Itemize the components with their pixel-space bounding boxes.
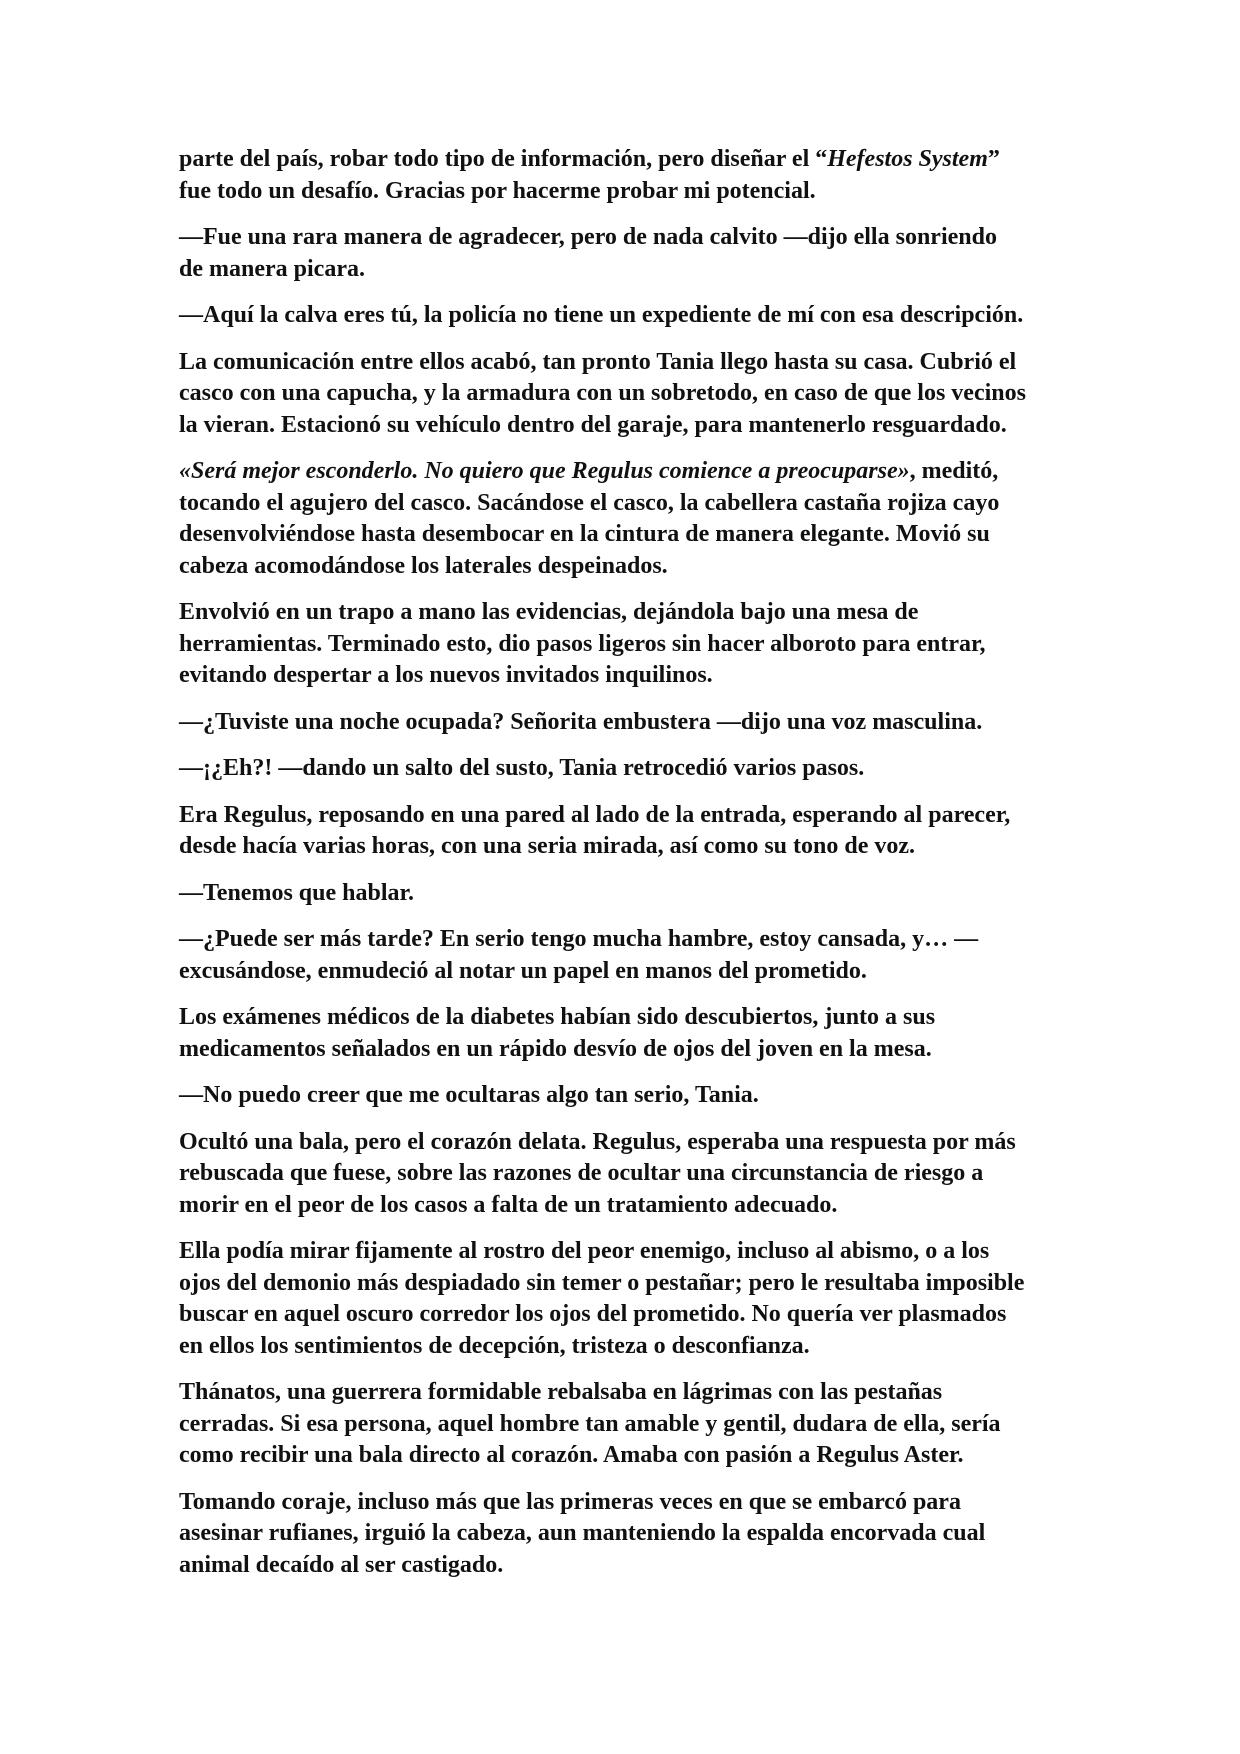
paragraph [179, 347, 1079, 442]
paragraph-text: —¡¿Eh?! —dando un salto del susto, Tania retrocedió varios pasos. [179, 755, 865, 781]
paragraph [179, 597, 1079, 692]
paragraph [179, 144, 1079, 207]
paragraph [179, 1127, 1079, 1222]
paragraph [179, 1002, 1079, 1065]
paragraph-text: —No puedo creer que me ocultaras algo tan serio, Tania. [179, 1082, 759, 1108]
paragraph-text: Tomando coraje, incluso más que las primeras veces en que se embarcó para asesinar rufianes, irguió la cabeza, aun manteniendo la espalda encorvada cual animal decaído al ser castigado. [179, 1488, 986, 1578]
paragraph-text: ” fue todo un desafío. Gracias por hacerme probar mi potencial. [179, 146, 1000, 204]
paragraph-text: Era Regulus, reposando en una pared al lado de la entrada, esperando al parecer, desde hacía varias horas, con una seria mirada, así como su tono de voz. [179, 801, 1011, 859]
paragraph [179, 753, 1079, 785]
paragraph [179, 222, 1079, 285]
paragraph-text: —¿Puede ser más tarde? En serio tengo mucha hambre, estoy cansada, y… — excusándose, enmudeció al notar un papel en manos del prometido. [179, 926, 979, 984]
paragraph [179, 800, 1079, 863]
paragraph-text: Ella podía mirar fijamente al rostro del peor enemigo, incluso al abismo, o a los ojos del demonio más despiadado sin temer o pestañar; pero le resultaba imposible buscar en aquel oscuro corredor los ojos del prometido. No quería ver plasmados en ellos los sentimientos de decepción, tristeza o desconfianza. [179, 1238, 1025, 1359]
paragraph-text: Envolvió en un trapo a mano las evidencias, dejándola bajo una mesa de herramientas. Terminado esto, dio pasos ligeros sin hacer alboroto para entrar, evitando despertar a los nuevos invitados inquilinos. [179, 599, 986, 688]
paragraph-text: —Aquí la calva eres tú, la policía no tiene un expediente de mí con esa descripción. [179, 302, 1024, 328]
paragraph [179, 300, 1079, 332]
paragraph [179, 1236, 1079, 1362]
italic-text: «Será mejor esconderlo. No quiero que Regulus comience a preocuparse» [179, 458, 910, 484]
paragraph-text: Los exámenes médicos de la diabetes habían sido descubiertos, junto a sus medicamentos señalados en un rápido desvío de ojos del joven en la mesa. [179, 1004, 936, 1062]
paragraph-text: , meditó, tocando el agujero del casco. Sacándose el casco, la cabellera castaña rojiza cayo desenvolviéndose hasta desembocar en la cintura de manera elegante. Movió su cabeza acomodándose los laterales despeinados. [179, 458, 1000, 579]
paragraph-text: Ocultó una bala, pero el corazón delata. Regulus, esperaba una respuesta por más rebuscada que fuese, sobre las razones de ocultar una circunstancia de riesgo a morir en el peor de los casos a falta de un tratamiento adecuado. [179, 1128, 1016, 1218]
paragraph-text: La comunicación entre ellos acabó, tan pronto Tania llego hasta su casa. Cubrió el casco con una capucha, y la armadura con un sobretodo, en caso de que los vecinos la vieran. Estacionó su vehículo dentro del garaje, para mantenerlo resguardado. [179, 348, 1026, 438]
paragraph [179, 1080, 1079, 1112]
paragraph-text: —Tenemos que hablar. [179, 879, 414, 906]
paragraph [179, 707, 1079, 739]
paragraph-text: —¿Tuviste una noche ocupada? Señorita embustera —dijo una voz masculina. [179, 708, 983, 735]
paragraph-text: parte del país, robar todo tipo de información, pero diseñar el “ [179, 146, 828, 172]
italic-text: Hefestos System [827, 146, 988, 172]
paragraph [179, 924, 1079, 987]
paragraph [179, 1377, 1079, 1472]
document-body [179, 144, 1079, 1596]
paragraph [179, 456, 1079, 582]
paragraph-text: —Fue una rara manera de agradecer, pero de nada calvito —dijo ella sonriendo de manera picara. [179, 224, 997, 282]
paragraph [179, 1487, 1079, 1582]
paragraph [179, 878, 1079, 910]
paragraph-text: Thánatos, una guerrera formidable rebalsaba en lágrimas con las pestañas cerradas. Si esa persona, aquel hombre tan amable y gentil, dudara de ella, sería como recibir una bala directo al corazón. Amaba con pasión a Regulus Aster. [179, 1379, 1001, 1468]
